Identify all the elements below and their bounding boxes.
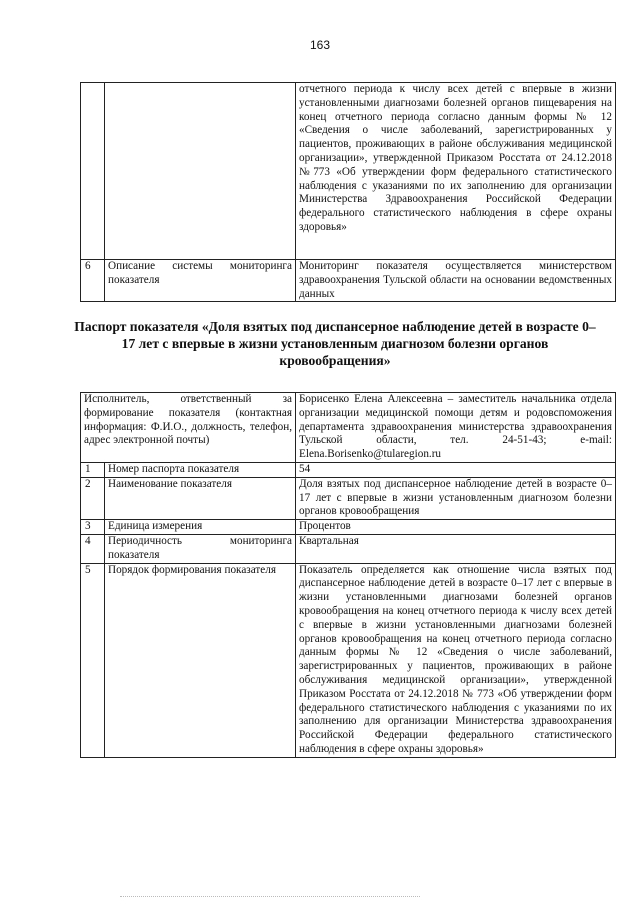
row-value-cell: Показатель определяется как отношение числа взятых под диспансерное наблюдение детей в возрасте 0–17 лет с впервые в жизни установленными диагнозами болезней органов кровообращения на конец отчетного периода к числу всех детей с впервые в жизни установленными диагнозами болезней органов кровообращения на конец отчетного периода согласно данным формы № 12 «Сведения о числе заболеваний, зарегистрированных у пациентов, проживающих в районе обслуживания медицинской организации», утвержденной Приказом Росстата от 24.12.2018 № 773 «Об утверждении форм федерального статистического наблюдения с указаниями по их заполнению для организации Министерства здравоохранения Российской Федерации федерального статистического наблюдения в сфере охраны здоровья» <box>296 563 616 757</box>
table-row <box>81 534 616 563</box>
scan-artifact-line <box>120 896 420 899</box>
row-value-cell: 54 <box>296 462 616 477</box>
row-label-cell: Описание системы мониторинга показателя <box>105 260 296 302</box>
table-row <box>81 520 616 535</box>
row-label-cell: Периодичность мониторинга показателя <box>105 534 296 563</box>
executor-value-cell: Борисенко Елена Алексеевна – заместитель начальника отдела организации медицинской помощи детям и родовспоможения департамента здравоохранения министерства здравоохранения Тульской области, тел. 24-51-43; e-mail: Elena.Borisenko@tularegion.ru <box>296 393 616 463</box>
row-label-cell <box>105 83 296 260</box>
row-value-cell: отчетного периода к числу всех детей с впервые в жизни установленными диагнозами болезней органов пищеварения на конец отчетного периода согласно данным формы № 12 «Сведения о числе заболеваний, зарегистрированных у пациентов, проживающих в районе обслуживания медицинской организации», утвержденной Приказом Росстата от 24.12.2018 №773 «Об утверждении форм федерального статистического наблюдения с указаниями по их заполнению для организации Министерства Здравоохранения Российской Федерации федерального статистического наблюдения в сфере охраны здоровья» <box>296 83 616 260</box>
row-number-cell: 3 <box>81 520 105 535</box>
row-value-cell: Мониторинг показателя осуществляется министерством здравоохранения Тульской области на основании ведомственных данных <box>296 260 616 302</box>
passport-table <box>80 392 616 758</box>
row-value-cell: Квартальная <box>296 534 616 563</box>
row-number-cell: 2 <box>81 477 105 519</box>
table-row <box>81 83 616 260</box>
row-value-cell: Процентов <box>296 520 616 535</box>
table-row <box>81 462 616 477</box>
row-number-cell: 6 <box>81 260 105 302</box>
page-number: 163 <box>309 38 331 52</box>
passport-heading: Паспорт показателя «Доля взятых под диспансерное наблюдение детей в возрасте 0–17 лет с впервые в жизни установленным диагнозом болезни органов кровообращения» <box>74 319 596 368</box>
table-row <box>81 260 616 302</box>
executor-label-cell: Исполнитель, ответственный за формирование показателя (контактная информация: Ф.И.О., должность, телефон, адрес электронной почты) <box>81 393 296 463</box>
row-label-cell: Единица измерения <box>105 520 296 535</box>
table-row <box>81 477 616 519</box>
row-value-cell: Доля взятых под диспансерное наблюдение детей в возрасте 0–17 лет с впервые в жизни установленным диагнозом болезни органов кровообращения <box>296 477 616 519</box>
continued-passport-table <box>80 82 616 302</box>
row-number-cell: 1 <box>81 462 105 477</box>
row-label-cell: Наименование показателя <box>105 477 296 519</box>
table-row <box>81 563 616 757</box>
table-row <box>81 393 616 463</box>
row-number-cell: 4 <box>81 534 105 563</box>
row-number-cell: 5 <box>81 563 105 757</box>
row-label-cell: Порядок формирования показателя <box>105 563 296 757</box>
row-label-cell: Номер паспорта показателя <box>105 462 296 477</box>
row-number-cell <box>81 83 105 260</box>
